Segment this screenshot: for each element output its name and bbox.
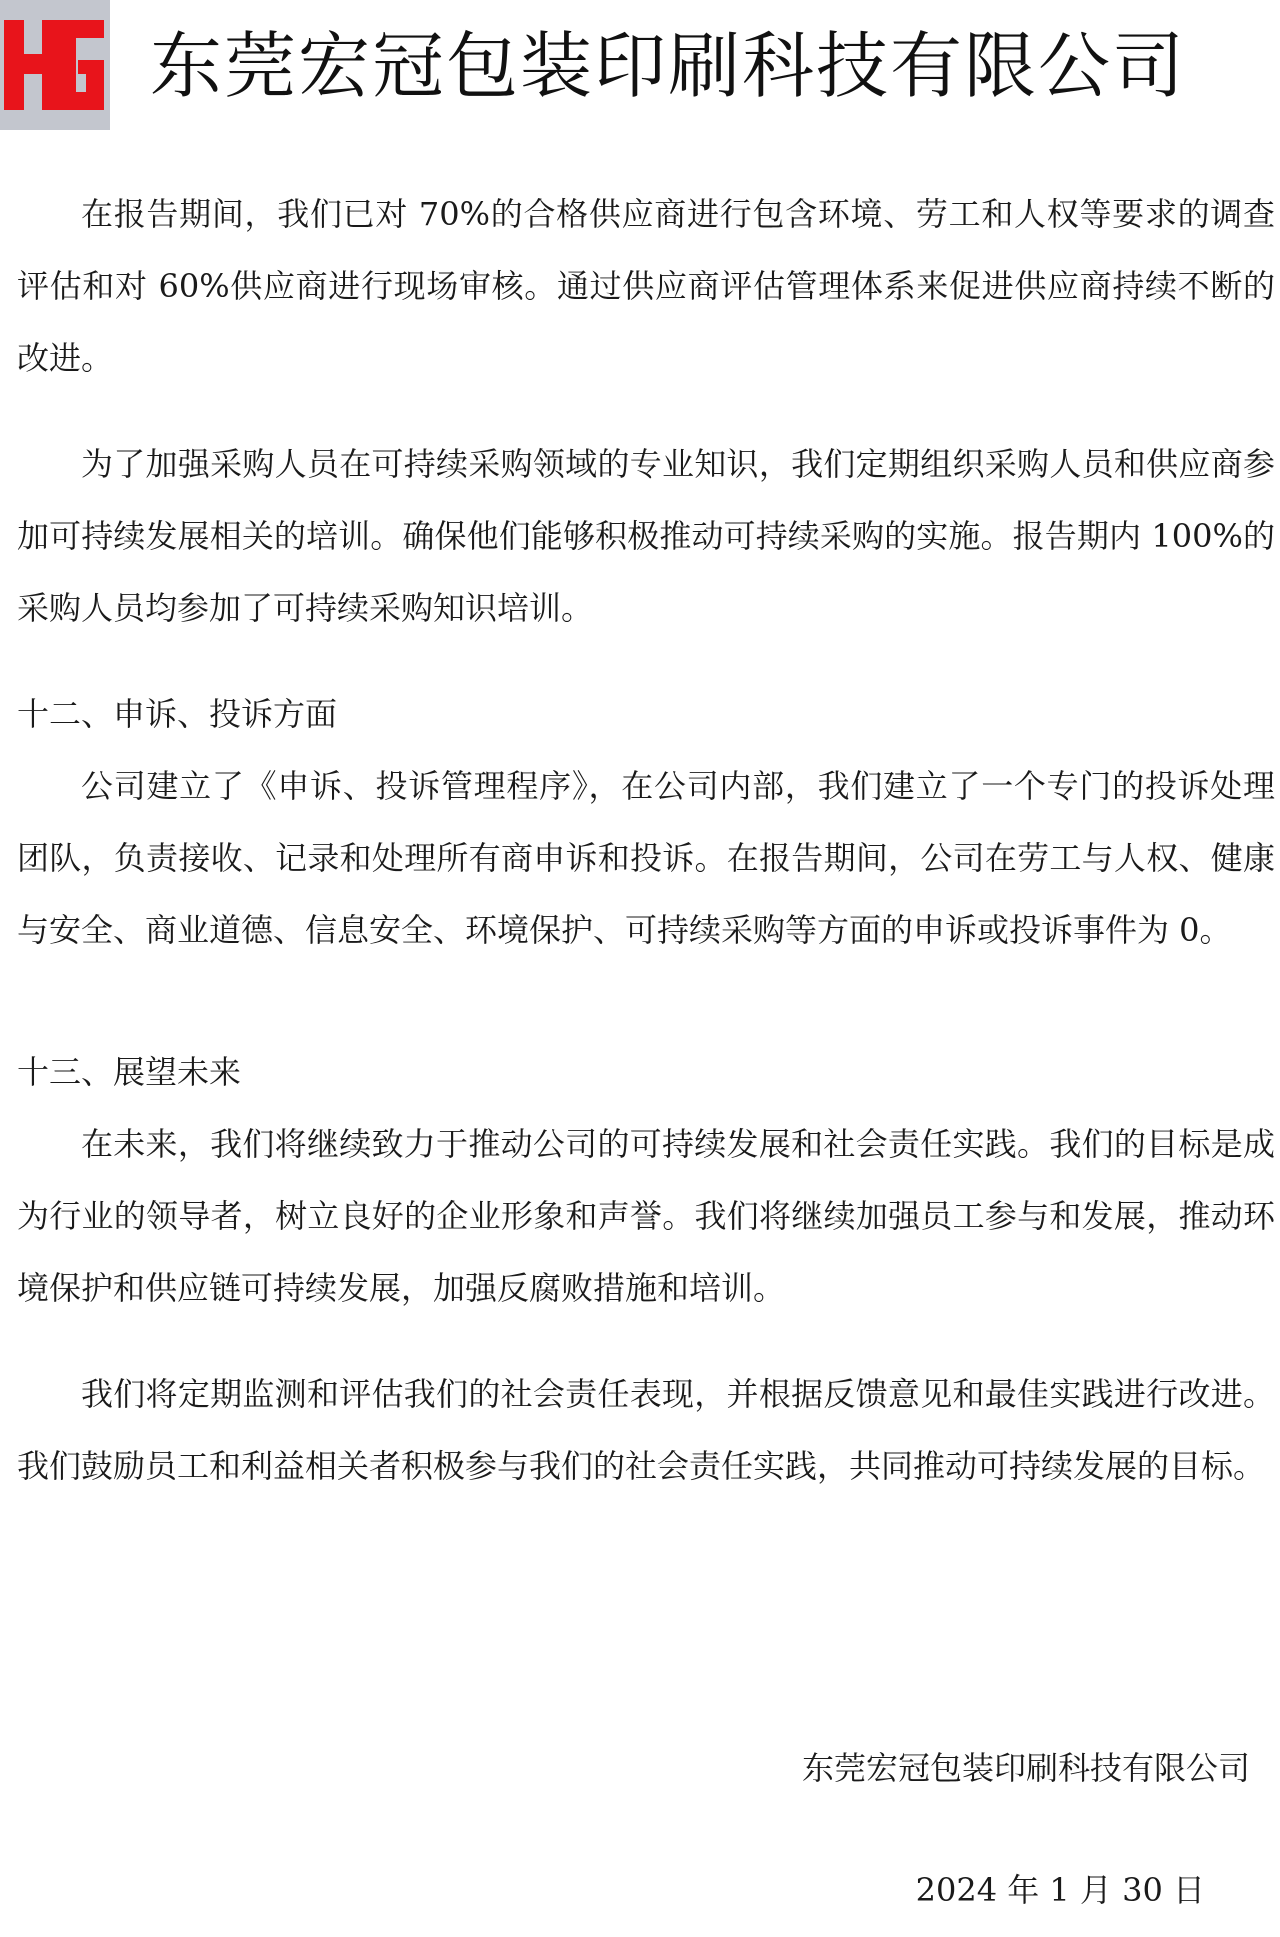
- document-body: [17, 178, 1275, 1502]
- procurement-training-paragraph: 为了加强采购人员在可持续采购领域的专业知识，我们定期组织采购人员和供应商参加可持续发展相关的培训。确保他们能够积极推动可持续采购的实施。报告期内 100%的采购人员均参加了可持续采购知识培训。: [17, 445, 1275, 627]
- section-13-heading: 十三、展望未来: [17, 1053, 242, 1091]
- supplier-assessment-paragraph: 在报告期间，我们已对 70%的合格供应商进行包含环境、劳工和人权等要求的调查评估和对 60%供应商进行现场审核。通过供应商评估管理体系来促进供应商持续不断的改进。: [17, 195, 1275, 377]
- signature-date: 2024 年 1 月 30 日: [915, 1871, 1205, 1909]
- company-logo: [0, 0, 110, 130]
- future-outlook-paragraph: 在未来，我们将继续致力于推动公司的可持续发展和社会责任实践。我们的目标是成为行业的领导者，树立良好的企业形象和声誉。我们将继续加强员工参与和发展，推动环境保护和供应链可持续发展，加强反腐败措施和培训。: [17, 1125, 1275, 1307]
- company-title: 东莞宏冠包装印刷科技有限公司: [150, 24, 1187, 108]
- signature-company: 东莞宏冠包装印刷科技有限公司: [801, 1749, 1250, 1787]
- monitoring-paragraph: 我们将定期监测和评估我们的社会责任表现，并根据反馈意见和最佳实践进行改进。我们鼓励员工和利益相关者积极参与我们的社会责任实践，共同推动可持续发展的目标。: [17, 1375, 1275, 1485]
- complaint-procedure-paragraph: 公司建立了《申诉、投诉管理程序》，在公司内部，我们建立了一个专门的投诉处理团队，负责接收、记录和处理所有商申诉和投诉。在报告期间，公司在劳工与人权、健康与安全、商业道德、信息安全、环境保护、可持续采购等方面的申诉或投诉事件为 0。: [17, 767, 1275, 949]
- hg-logo-icon: [0, 0, 110, 130]
- section-12-heading: 十二、申诉、投诉方面: [17, 695, 338, 733]
